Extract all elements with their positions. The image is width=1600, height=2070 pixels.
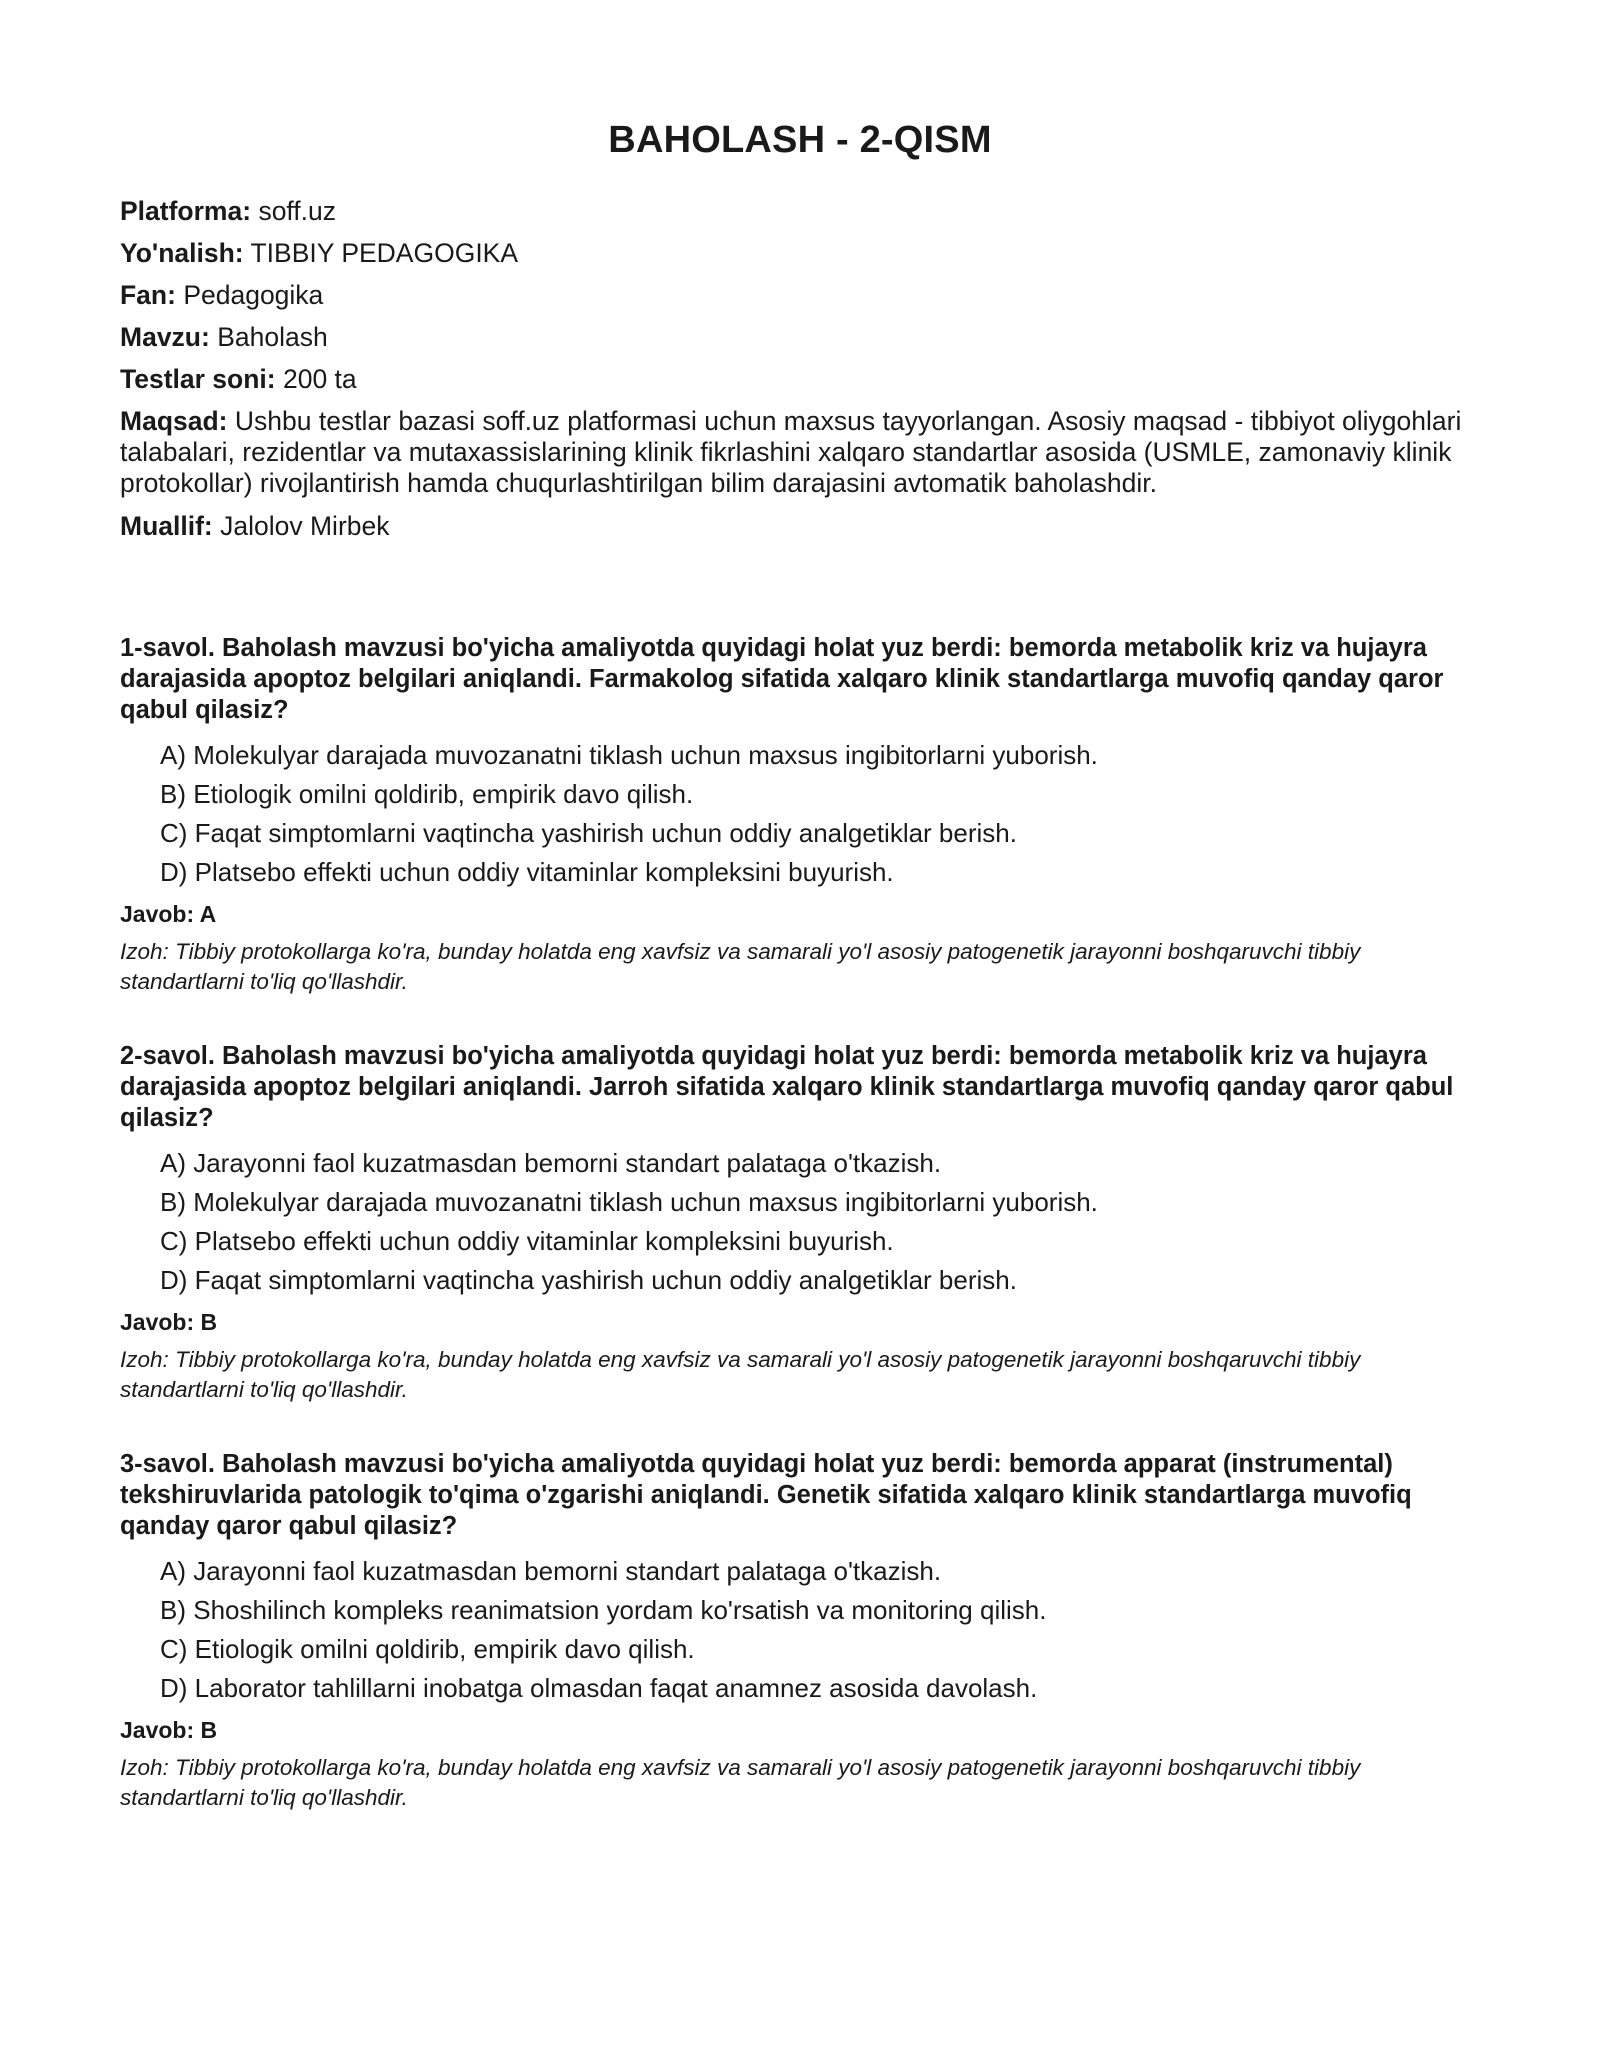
meta-label: Yo'nalish:: [120, 238, 244, 268]
questions-list: [120, 633, 1480, 1813]
option-a: A) Jarayonni faol kuzatmasdan bemorni standart palataga o'tkazish.: [160, 1148, 942, 1178]
option-d: D) Laborator tahlillarni inobatga olmasdan faqat anamnez asosida davolash.: [160, 1673, 1038, 1703]
question-block: [120, 633, 1480, 997]
meta-testlar-soni: [120, 364, 1480, 394]
answer-label: Javob: B: [120, 1309, 218, 1335]
meta-section: [120, 196, 1480, 541]
meta-value: Baholash: [217, 322, 328, 352]
options-list: [120, 740, 1480, 887]
document-page: [120, 118, 1480, 1857]
option-a: A) Jarayonni faol kuzatmasdan bemorni standart palataga o'tkazish.: [160, 1556, 942, 1586]
question-block: [120, 1449, 1480, 1813]
explanation-note: Izoh: Tibbiy protokollarga ko'ra, bunday holatda eng xavfsiz va samarali yo'l asosiy patogenetik jarayonni boshqaruvchi tibbiy standartlarni to'liq qo'llashdir.: [120, 1347, 1361, 1402]
meta-label: Testlar soni:: [120, 364, 276, 394]
question-text: 3-savol. Baholash mavzusi bo'yicha amaliyotda quyidagi holat yuz berdi: bemorda apparat (instrumental) tekshiruvlarida patologik to'qima o'zgarishi aniqlandi. Genetik sifatida xalqaro klinik standartlarga muvofiq qanday qaror qabul qilasiz?: [120, 1450, 1412, 1540]
meta-label: Fan:: [120, 280, 176, 310]
question-text: 2-savol. Baholash mavzusi bo'yicha amaliyotda quyidagi holat yuz berdi: bemorda metabolik kriz va hujayra darajasida apoptoz belgilari aniqlandi. Jarroh sifatida xalqaro klinik standartlarga muvofiq qanday qaror qabul qilasiz?: [120, 1042, 1454, 1132]
answer-label: Javob: A: [120, 901, 217, 927]
option-c: C) Faqat simptomlarni vaqtincha yashirish uchun oddiy analgetiklar berish.: [160, 818, 1017, 848]
meta-value: Ushbu testlar bazasi soff.uz platformasi uchun maxsus tayyorlangan. Asosiy maqsad - tibbiyot oliygohlari talabalari, rezidentlar va mutaxassislarining klinik fikrlashini xalqaro standartlar asosida (USMLE, zamonaviy klinik protokollar) rivojlantirish hamda chuqurlashtirilgan bilim darajasini avtomatik baholashdir.: [120, 406, 1462, 498]
options-list: [120, 1148, 1480, 1295]
meta-maqsad: [120, 406, 1480, 499]
option-d: D) Platsebo effekti uchun oddiy vitaminlar kompleksini buyurish.: [160, 857, 894, 887]
answer-label: Javob: B: [120, 1717, 218, 1743]
meta-label: Platforma:: [120, 196, 252, 226]
explanation-note: Izoh: Tibbiy protokollarga ko'ra, bunday holatda eng xavfsiz va samarali yo'l asosiy patogenetik jarayonni boshqaruvchi tibbiy standartlarni to'liq qo'llashdir.: [120, 1755, 1361, 1810]
option-a: A) Molekulyar darajada muvozanatni tiklash uchun maxsus ingibitorlarni yuborish.: [160, 740, 1098, 770]
document-title: BAHOLASH - 2-QISM: [608, 119, 992, 161]
meta-value: TIBBIY PEDAGOGIKA: [250, 238, 519, 268]
meta-value: 200 ta: [282, 364, 357, 394]
meta-label: Muallif:: [120, 511, 213, 541]
meta-yonalish: [120, 238, 1480, 268]
meta-fan: [120, 280, 1480, 310]
question-block: [120, 1041, 1480, 1405]
meta-label: Maqsad:: [120, 406, 228, 436]
meta-platforma: [120, 196, 1480, 226]
option-b: B) Shoshilinch kompleks reanimatsion yordam ko'rsatish va monitoring qilish.: [160, 1595, 1047, 1625]
options-list: [120, 1556, 1480, 1703]
meta-mavzu: [120, 322, 1480, 352]
explanation-note: Izoh: Tibbiy protokollarga ko'ra, bunday holatda eng xavfsiz va samarali yo'l asosiy patogenetik jarayonni boshqaruvchi tibbiy standartlarni to'liq qo'llashdir.: [120, 939, 1361, 994]
meta-label: Mavzu:: [120, 322, 210, 352]
option-d: D) Faqat simptomlarni vaqtincha yashirish uchun oddiy analgetiklar berish.: [160, 1265, 1017, 1295]
option-b: B) Etiologik omilni qoldirib, empirik davo qilish.: [160, 779, 694, 809]
option-b: B) Molekulyar darajada muvozanatni tiklash uchun maxsus ingibitorlarni yuborish.: [160, 1187, 1098, 1217]
option-c: C) Platsebo effekti uchun oddiy vitaminlar kompleksini buyurish.: [160, 1226, 894, 1256]
meta-value: soff.uz: [258, 196, 337, 226]
meta-value: Jalolov Mirbek: [220, 511, 390, 541]
option-c: C) Etiologik omilni qoldirib, empirik davo qilish.: [160, 1634, 695, 1664]
question-text: 1-savol. Baholash mavzusi bo'yicha amaliyotda quyidagi holat yuz berdi: bemorda metabolik kriz va hujayra darajasida apoptoz belgilari aniqlandi. Farmakolog sifatida xalqaro klinik standartlarga muvofiq qanday qaror qabul qilasiz?: [120, 634, 1444, 724]
meta-muallif: [120, 511, 1480, 541]
meta-value: Pedagogika: [183, 280, 324, 310]
